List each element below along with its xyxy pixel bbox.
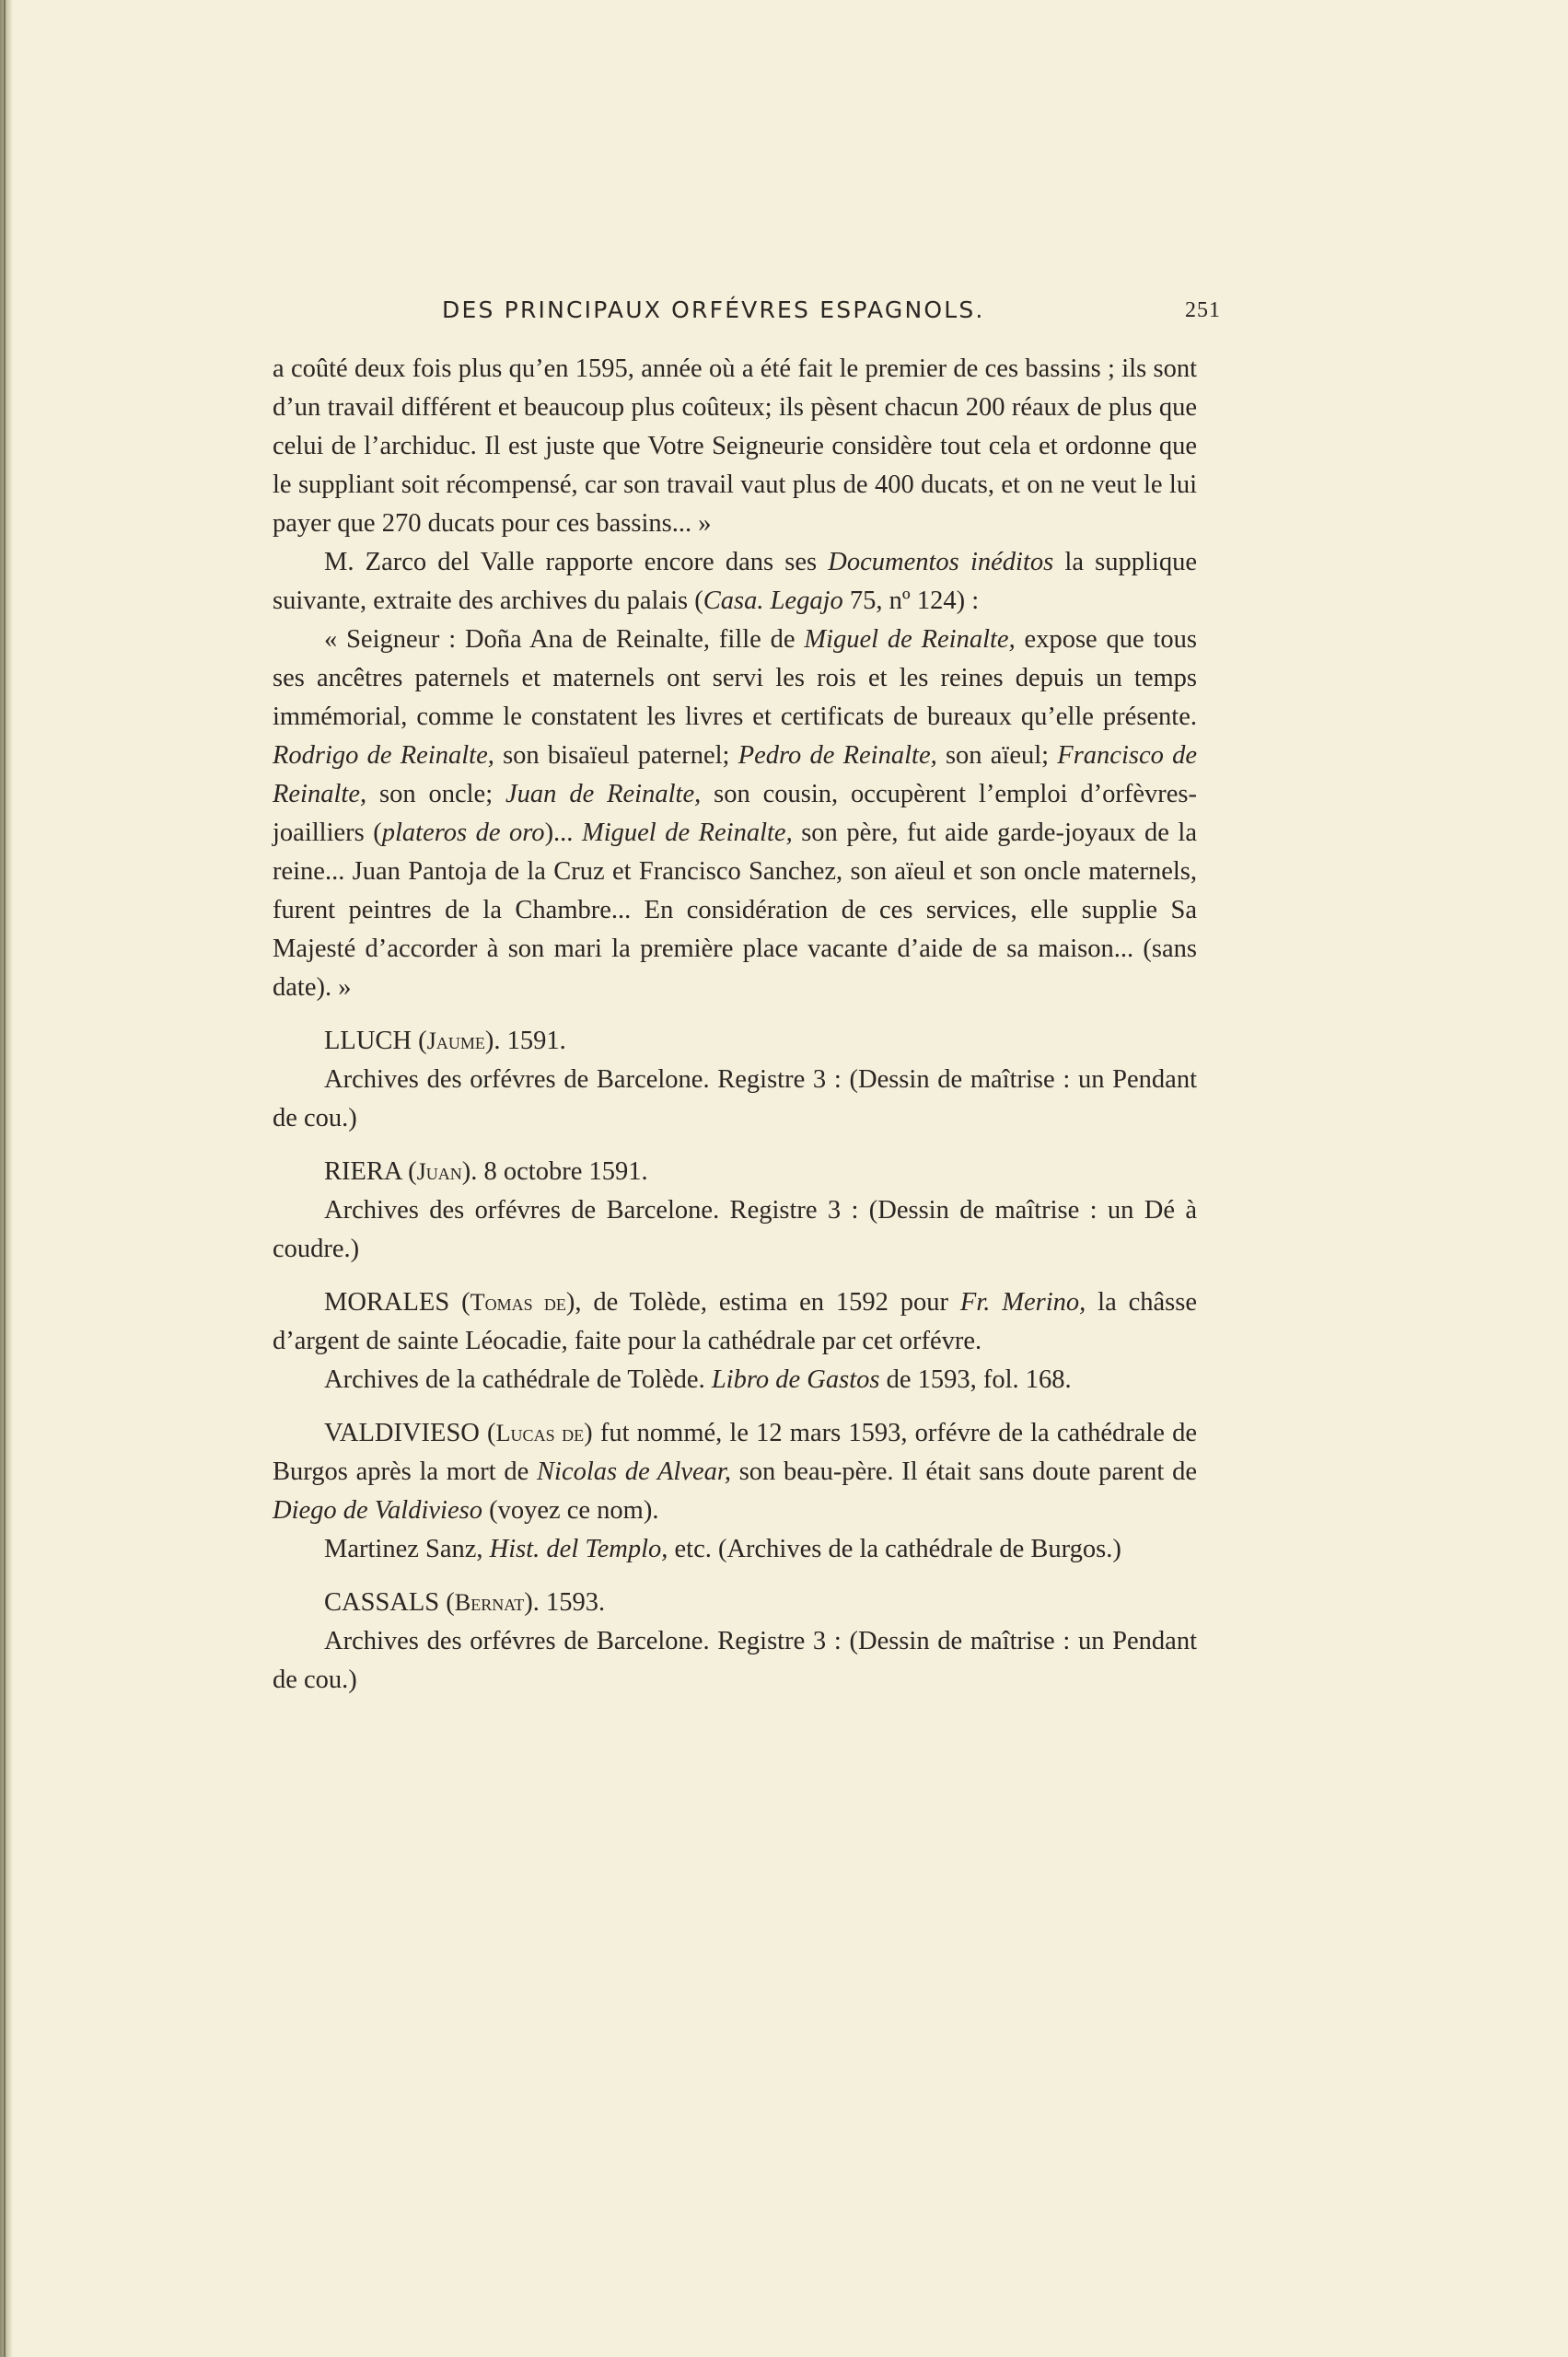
entry-date: . 8 octobre 1591. [470,1157,648,1186]
person-name: Juan de Reinalte, [505,780,702,808]
given-name: Jaume [426,1028,485,1054]
text: Archives de la cathédrale de Tolède. [324,1365,712,1394]
text: son aïeul; [936,741,1058,770]
entry-date: . 1593. [532,1588,606,1617]
given-name: Bernat [454,1589,525,1616]
entry-note-riera: Archives des orfévres de Barcelone. Registre 3 : (Dessin de maîtrise : un Dé à coudre.) [273,1196,1197,1263]
text: de 1593, fol. 168. [879,1365,1072,1394]
text: etc. (Archives de la cathédrale de Burgos.) [668,1535,1121,1563]
text: la supplique suivante, extraite des archives du palais ( [273,548,1198,615]
entry-heading-riera: RIERA (Juan). 8 octobre 1591. [324,1157,648,1186]
entry-date: . 1591. [494,1027,566,1055]
text: son oncle; [366,780,506,808]
given-name: Lucas de [495,1420,585,1446]
text: fut nommé, le 12 mars 1593, orfévre de la cathédrale de Burgos après la mort de [273,1419,1197,1486]
running-title: DES PRINCIPAUX ORFÉVRES ESPAGNOLS. [442,296,985,323]
person-name: Miguel de Reinalte, [804,625,1016,654]
spanish-term: plateros de oro [381,819,545,847]
page-number: 251 [1185,298,1221,322]
body-text [273,350,1197,1700]
entry-heading-cassals: CASSALS (Bernat). 1593. [324,1588,606,1617]
text: la châsse d’argent de sainte Léocadie, faite pour la cathédrale par cet orfévre. [273,1288,1197,1355]
person-name: Pedro de Reinalte, [738,741,937,770]
person-name: Fr. Merino, [959,1288,1086,1317]
goldsmith-name: RIERA [324,1157,401,1186]
person-name: Francisco de Reinalte, [273,741,1197,808]
text: son cousin, occupèrent l’emploi d’orfèvres-joailliers ( [273,780,1198,847]
paragraph-continuation: a coûté deux fois plus qu’en 1595, année où a été fait le premier de ces bassins ; ils sont d’un travail différent et beaucoup plus coûteux; ils pèsent chacun 200 réaux de plus que celui de l’archiduc. Il est juste que Votre Seigneurie considère tout cela et ordonne que le suppliant soit récompensé, car son travail vaut plus de 400 ducats, et on ne veut le lui payer que 270 ducats pour ces bassins... » [273,354,1197,538]
entry-note-valdivieso [273,1530,1197,1569]
book-title: Libro de Gastos [711,1365,880,1394]
text: Martinez Sanz, [324,1535,490,1563]
entry-note-cassals: Archives des orfévres de Barcelone. Registre 3 : (Dessin de maîtrise : un Pendant de cou.) [273,1627,1197,1694]
binding-edge [4,0,6,2357]
paragraph-zarco [273,543,1197,621]
text: , de Tolède, estima en 1592 pour [575,1288,960,1317]
paragraph-supplique [273,621,1197,1007]
goldsmith-name: CASSALS [324,1588,440,1617]
text: son père, fut aide garde-joyaux de la reine... Juan Pantoja de la Cruz et Francisco Sanchez, son aïeul et son oncle maternels, furent peintres de la Chambre... En considération de ces services, elle supplie Sa Majesté d’accorder à son mari la première place vacante d’aide de sa maison... (sans date). » [273,819,1198,1002]
book-title: Hist. del Templo, [489,1535,668,1563]
text: (voyez ce nom). [482,1496,659,1525]
running-header [442,296,1221,333]
archive-reference: Casa. Legajo [703,586,843,615]
goldsmith-name: VALDIVIESO [324,1419,480,1447]
given-name: Juan [416,1158,462,1185]
person-name: Nicolas de Alvear, [537,1457,731,1486]
text: son bisaïeul paternel; [494,741,738,770]
person-name: Miguel de Reinalte, [581,819,793,847]
person-name: Diego de Valdivieso [273,1496,482,1525]
text: 75, nº 124) : [842,586,980,615]
entry-note-lluch: Archives des orfévres de Barcelone. Registre 3 : (Dessin de maîtrise : un Pendant de cou.) [273,1065,1197,1132]
entry-heading-lluch: LLUCH (Jaume). 1591. [324,1027,566,1055]
given-name: Tomas de [470,1289,566,1316]
book-title: Documentos inéditos [828,548,1054,576]
text: expose que tous ses ancêtres paternels et maternels ont servi les rois et les reines depuis un temps immémorial, comme le constatent les livres et certificats de bureaux qu’elle présente. [273,625,1197,731]
entry-heading-morales: MORALES (Tomas de), de Tolède, estima en 1592 pour Fr. Merino, la châsse d’argent de sainte Léocadie, faite pour la cathédrale par cet orfévre. [273,1288,1197,1355]
entry-heading-valdivieso: VALDIVIESO (Lucas de) fut nommé, le 12 mars 1593, orfévre de la cathédrale de Burgos après la mort de Nicolas de Alvear, son beau-père. Il était sans doute parent de Diego de Valdivieso (voyez ce nom). [273,1419,1197,1525]
entry-note-morales [273,1361,1197,1399]
text: )... [544,819,582,847]
text: « Seigneur : Doña Ana de Reinalte, fille de [324,625,805,654]
person-name: Rodrigo de Reinalte, [273,741,494,770]
goldsmith-name: LLUCH [324,1027,412,1055]
text: son beau-père. Il était sans doute parent de [730,1457,1197,1486]
text: M. Zarco del Valle rapporte encore dans ses [324,548,829,576]
goldsmith-name: MORALES [324,1288,450,1317]
page-gutter [0,0,13,2357]
